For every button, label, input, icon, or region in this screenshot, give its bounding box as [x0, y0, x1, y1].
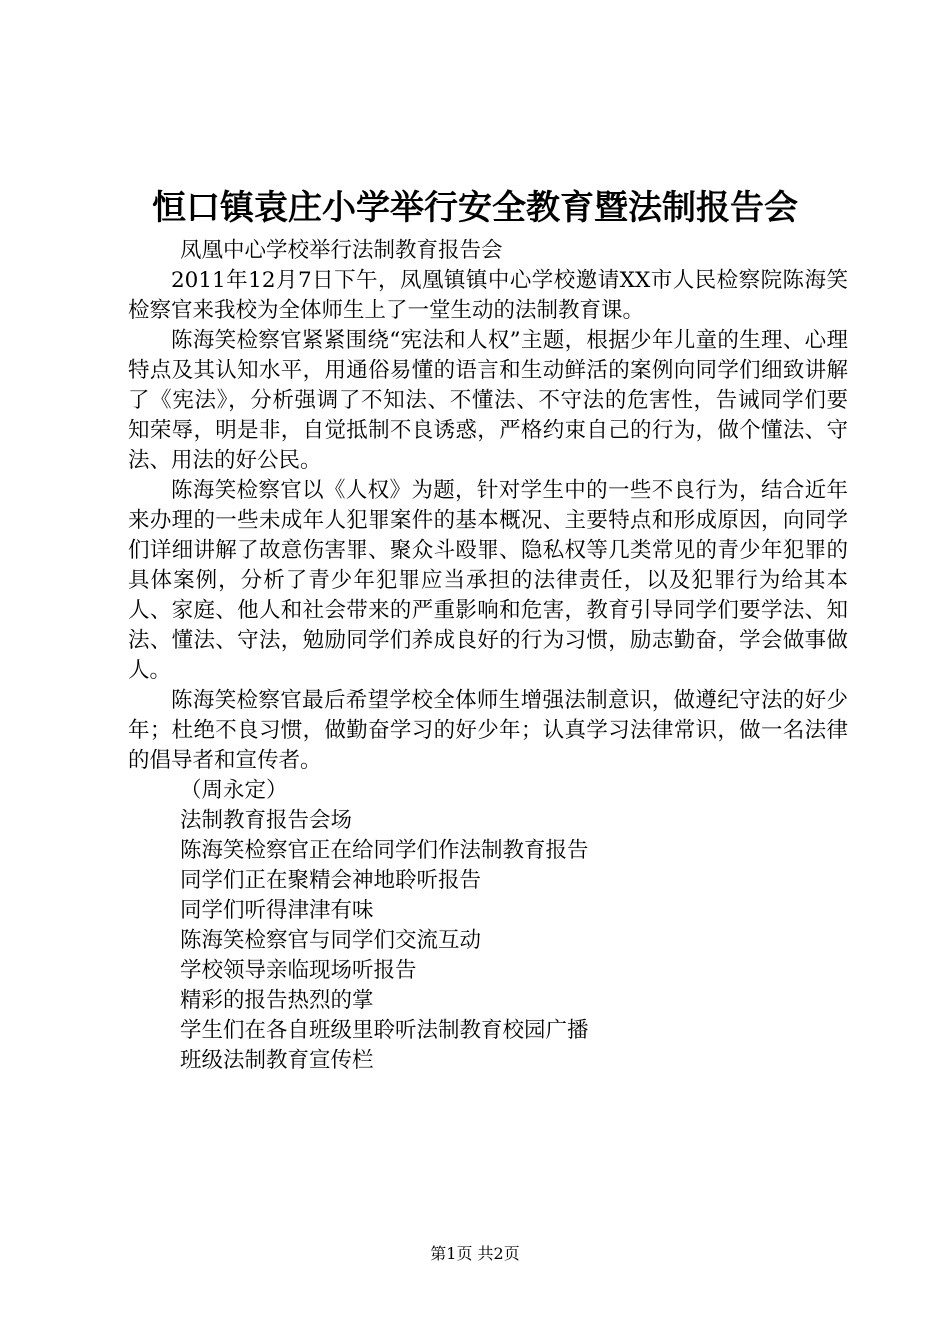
photo-caption: 班级法制教育宣传栏: [180, 1048, 374, 1073]
photo-caption: 同学们听得津津有味: [180, 898, 374, 923]
page-footer: 第1页 共2页: [430, 1244, 520, 1263]
photo-caption: 法制教育报告会场: [180, 808, 353, 833]
photo-caption: 学校领导亲临现场听报告: [180, 958, 417, 983]
photo-caption: 同学们正在聚精会神地聆听报告: [180, 868, 482, 893]
photo-caption: 精彩的报告热烈的掌: [180, 988, 374, 1013]
paragraph: 陈海笑检察官紧紧围绕“宪法和人权”主题，根据少年儿童的生理、心理特点及其认知水平，用通俗易懂的语言和生动鲜活的案例向同学们细致讲解了《宪法》，分析强调了不知法、不懂法、不守法的危害性，告诫同学们要知荣辱，明是非，自觉抵制不良诱惑，严格约束自己的行为，做个懂法、守法、用法的好公民。: [128, 328, 848, 473]
paragraph: 陈海笑检察官以《人权》为题，针对学生中的一些不良行为，结合近年来办理的一些未成年人犯罪案件的基本概况、主要特点和形成原因，向同学们详细讲解了故意伤害罪、聚众斗殴罪、隐私权等几类常见的青少年犯罪的具体案例，分析了青少年犯罪应当承担的法律责任，以及犯罪行为给其本人、家庭、他人和社会带来的严重影响和危害，教育引导同学们要学法、知法、懂法、守法，勉励同学们养成良好的行为习惯，励志勤奋，学会做事做人。: [128, 478, 848, 683]
document-subtitle: 凤凰中心学校举行法制教育报告会: [180, 238, 503, 263]
paragraph: 陈海笑检察官最后希望学校全体师生增强法制意识，做遵纪守法的好少年；杜绝不良习惯，做勤奋学习的好少年；认真学习法律常识，做一名法律的倡导者和宣传者。: [128, 688, 848, 773]
paragraph: 2011年12月7日下午，凤凰镇镇中心学校邀请XX市人民检察院陈海笑检察官来我校为全体师生上了一堂生动的法制教育课。: [128, 268, 848, 323]
photo-caption: 陈海笑检察官与同学们交流互动: [180, 928, 482, 953]
author-credit: （周永定）: [180, 778, 288, 803]
photo-caption: 学生们在各自班级里聆听法制教育校园广播: [180, 1018, 589, 1043]
photo-caption: 陈海笑检察官正在给同学们作法制教育报告: [180, 838, 589, 863]
document-title: 恒口镇袁庄小学举行安全教育暨法制报告会: [152, 188, 798, 228]
document-body: [128, 236, 848, 1076]
